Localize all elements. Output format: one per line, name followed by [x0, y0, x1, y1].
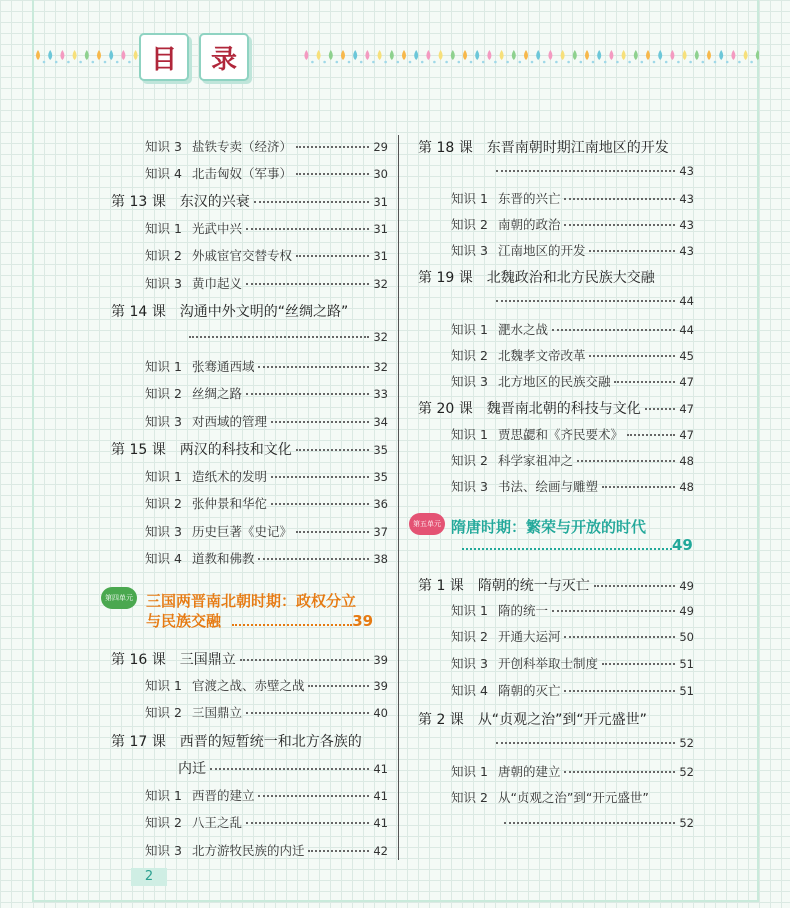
toc-title: 黄巾起义 — [191, 276, 242, 291]
toc-knowledge-row[interactable] — [451, 627, 694, 645]
page-number: 48 — [679, 454, 694, 468]
toc-knowledge-row[interactable] — [451, 241, 694, 259]
toc-label: 第 14 课 — [111, 304, 166, 320]
toc-label: 知识 3 — [451, 656, 488, 671]
unit-badge: 第四单元 — [101, 587, 137, 609]
toc-knowledge-row[interactable] — [145, 384, 388, 402]
leader-dots — [246, 228, 369, 230]
toc-knowledge-row[interactable] — [145, 246, 388, 264]
page-number: 35 — [373, 470, 388, 484]
toc-title: 沟通中外文明的“丝绸之路” — [179, 304, 349, 320]
leader-dots — [296, 255, 369, 257]
toc-label: 知识 1 — [451, 191, 488, 206]
title-text: 目 — [150, 44, 177, 75]
unit-title[interactable] — [451, 516, 646, 537]
page-number: 43 — [679, 192, 694, 206]
leader-dots — [496, 742, 675, 744]
toc-title: 北击匈奴（军事） — [191, 166, 292, 181]
leader-dots — [246, 393, 369, 395]
page-number: 42 — [373, 844, 388, 858]
toc-knowledge-row[interactable] — [451, 425, 694, 443]
page-number: 49 — [679, 579, 694, 593]
page-number: 41 — [373, 789, 388, 803]
toc-title: 北魏孝文帝改革 — [497, 348, 586, 363]
toc-knowledge-row[interactable] — [451, 601, 694, 619]
page-number: 31 — [373, 249, 388, 263]
toc-knowledge-row[interactable] — [145, 786, 388, 804]
leader-dots — [552, 610, 675, 612]
toc-label: 知识 3 — [145, 139, 182, 154]
leader-dots — [308, 850, 369, 852]
toc-label: 第 20 课 — [418, 401, 473, 417]
leader-dots — [271, 421, 369, 423]
leader-dots — [645, 408, 676, 410]
toc-title: 道教和佛教 — [191, 551, 255, 566]
toc-title: 三国鼎立 — [179, 652, 236, 668]
toc-label: 知识 1 — [451, 322, 488, 337]
page-number: 50 — [679, 630, 694, 644]
page-number: 47 — [679, 402, 694, 416]
leader-dots — [210, 768, 369, 770]
toc-lesson-row[interactable] — [111, 191, 388, 211]
toc-knowledge-row[interactable] — [145, 676, 388, 694]
toc-label: 知识 2 — [145, 386, 182, 401]
toc-label: 知识 4 — [145, 166, 182, 181]
leader-dots — [232, 624, 352, 626]
page-number: 45 — [679, 349, 694, 363]
page-number: 44 — [679, 323, 694, 337]
page-number: 31 — [373, 195, 388, 209]
toc-knowledge-row[interactable] — [451, 215, 694, 233]
toc-label: 知识 1 — [451, 603, 488, 618]
toc-label: 知识 3 — [451, 374, 488, 389]
toc-knowledge-row[interactable] — [451, 346, 694, 364]
page-number: 47 — [679, 375, 694, 389]
page-number: 34 — [373, 415, 388, 429]
toc-title: 东晋南朝时期江南地区的开发 — [486, 140, 669, 156]
toc-label: 知识 1 — [145, 221, 182, 236]
toc-title: 贾思勰和《齐民要术》 — [497, 427, 623, 442]
toc-title: 西晋的建立 — [191, 788, 255, 803]
toc-lesson-row[interactable] — [111, 301, 388, 321]
toc-knowledge-row[interactable] — [451, 788, 694, 806]
leader-dots — [564, 636, 675, 638]
toc-lesson-row[interactable] — [418, 575, 694, 595]
leader-dots — [246, 283, 369, 285]
page-number: 35 — [373, 443, 388, 457]
toc-label: 知识 4 — [451, 683, 488, 698]
leader-dots — [254, 201, 370, 203]
toc-label: 知识 2 — [145, 705, 182, 720]
toc-continuation-row[interactable] — [185, 330, 388, 344]
toc-label: 知识 3 — [451, 479, 488, 494]
unit-title[interactable] — [462, 536, 693, 554]
toc-knowledge-row[interactable] — [451, 451, 694, 469]
page-number: 51 — [679, 684, 694, 698]
leader-dots — [589, 355, 675, 357]
toc-lesson-row[interactable] — [111, 649, 388, 669]
toc-title: 开创科举取士制度 — [497, 656, 598, 671]
toc-title: 淝水之战 — [497, 322, 548, 337]
toc-knowledge-row[interactable] — [145, 813, 388, 831]
toc-title: 西晋的短暂统一和北方各族的 — [179, 734, 362, 750]
toc-knowledge-row[interactable] — [145, 164, 388, 182]
leader-dots — [258, 795, 369, 797]
unit-badge: 第五单元 — [409, 513, 445, 535]
column-divider — [398, 135, 399, 860]
toc-knowledge-row[interactable] — [145, 137, 388, 155]
toc-title: 历史巨著《史记》 — [191, 524, 292, 539]
toc-continuation-row[interactable] — [492, 294, 694, 308]
page-number: 33 — [373, 387, 388, 401]
toc-label: 知识 3 — [145, 524, 182, 539]
toc-knowledge-row[interactable] — [451, 762, 694, 780]
toc-title: 隋朝的统一与灭亡 — [477, 578, 590, 594]
toc-knowledge-row[interactable] — [145, 841, 388, 859]
toc-lesson-row[interactable] — [418, 709, 694, 729]
toc-title: 对西域的管理 — [191, 414, 267, 429]
toc-title: 从“贞观之治”到“开元盛世” — [477, 712, 647, 728]
toc-continuation-row[interactable] — [500, 816, 694, 830]
toc-label: 知识 3 — [145, 276, 182, 291]
title-char-1 — [139, 33, 189, 81]
leader-dots — [189, 336, 369, 338]
toc-title: 造纸术的发明 — [191, 469, 267, 484]
toc-label: 知识 2 — [451, 629, 488, 644]
toc-label: 知识 1 — [145, 469, 182, 484]
page-number: 32 — [373, 360, 388, 374]
toc-label: 知识 2 — [451, 790, 488, 805]
toc-title: 北方游牧民族的内迁 — [191, 843, 305, 858]
toc-label: 第 15 课 — [111, 442, 166, 458]
page-number: 49 — [672, 536, 693, 554]
leader-dots — [564, 224, 675, 226]
page-number: 38 — [373, 552, 388, 566]
unit-title-line1: 三国两晋南北朝时期：政权分立 — [146, 592, 357, 610]
toc-lesson-row[interactable] — [418, 267, 694, 287]
toc-knowledge-row[interactable] — [451, 477, 694, 495]
toc-title: 隋的统一 — [497, 603, 548, 618]
toc-title: 唐朝的建立 — [497, 764, 561, 779]
toc-lesson-row[interactable] — [111, 439, 388, 459]
toc-knowledge-row[interactable] — [451, 654, 694, 672]
page-number: 32 — [373, 330, 388, 344]
toc-title: 光武中兴 — [191, 221, 242, 236]
unit-title[interactable] — [146, 590, 356, 611]
leader-dots — [308, 685, 369, 687]
toc-continuation-row[interactable] — [492, 736, 694, 750]
leader-dots — [271, 476, 369, 478]
page-number: 52 — [679, 816, 694, 830]
toc-label: 知识 1 — [145, 788, 182, 803]
toc-title: 从“贞观之治”到“开元盛世” — [497, 790, 649, 805]
page-number: 36 — [373, 497, 388, 511]
toc-knowledge-row[interactable] — [145, 494, 388, 512]
leader-dots — [258, 366, 369, 368]
toc-title: 外戚宦官交替专权 — [191, 248, 292, 263]
toc-label: 第 18 课 — [418, 140, 473, 156]
toc-lesson-row[interactable] — [418, 398, 694, 418]
toc-title: 官渡之战、赤壁之战 — [191, 678, 305, 693]
leader-dots — [462, 548, 672, 550]
page-number: 30 — [373, 167, 388, 181]
toc-label: 知识 2 — [451, 217, 488, 232]
leader-dots — [496, 300, 675, 302]
leader-dots — [246, 822, 369, 824]
toc-label: 知识 1 — [145, 359, 182, 374]
toc-knowledge-row[interactable] — [145, 274, 388, 292]
leader-dots — [496, 170, 675, 172]
toc-knowledge-row[interactable] — [451, 681, 694, 699]
leader-dots — [552, 329, 675, 331]
toc-lesson-row[interactable] — [418, 137, 694, 157]
leader-dots — [296, 173, 369, 175]
leader-dots — [246, 712, 369, 714]
toc-label: 知识 1 — [451, 764, 488, 779]
toc-title: 两汉的科技和文化 — [179, 442, 292, 458]
toc-title: 东晋的兴亡 — [497, 191, 561, 206]
leader-dots — [564, 690, 675, 692]
page-number: 41 — [373, 762, 388, 776]
toc-title: 盐铁专卖（经济） — [191, 139, 292, 154]
leader-dots — [602, 486, 675, 488]
leader-dots — [564, 198, 675, 200]
page-number: 48 — [679, 480, 694, 494]
toc-label: 知识 2 — [451, 348, 488, 363]
toc-label: 知识 3 — [145, 414, 182, 429]
page-number: 43 — [679, 218, 694, 232]
toc-title: 丝绸之路 — [191, 386, 242, 401]
page-number: 29 — [373, 140, 388, 154]
page-number: 39 — [352, 612, 374, 630]
toc-title: 科学家祖冲之 — [497, 453, 573, 468]
toc-label: 知识 4 — [145, 551, 182, 566]
leader-dots — [296, 146, 369, 148]
toc-knowledge-row[interactable] — [145, 219, 388, 237]
page-number: 44 — [679, 294, 694, 308]
page-number: 51 — [679, 657, 694, 671]
toc-label: 第 2 课 — [418, 712, 464, 728]
page-number: 47 — [679, 428, 694, 442]
toc-label: 知识 2 — [145, 815, 182, 830]
toc-lesson-row[interactable] — [111, 731, 388, 751]
page-number: 49 — [679, 604, 694, 618]
toc-title: 北方地区的民族交融 — [497, 374, 611, 389]
leader-dots — [271, 503, 369, 505]
toc-title: 三国鼎立 — [191, 705, 242, 720]
page-number: 39 — [373, 679, 388, 693]
toc-knowledge-row[interactable] — [451, 372, 694, 390]
toc-label: 第 1 课 — [418, 578, 464, 594]
toc-title: 张仲景和华佗 — [191, 496, 267, 511]
toc-knowledge-row[interactable] — [145, 522, 388, 540]
toc-knowledge-row[interactable] — [145, 357, 388, 375]
toc-lesson-row[interactable] — [178, 758, 388, 778]
leader-dots — [594, 585, 676, 587]
page-number: 40 — [373, 706, 388, 720]
unit-title-line1: 隋唐时期：繁荣与开放的时代 — [451, 518, 647, 536]
toc-knowledge-row[interactable] — [145, 467, 388, 485]
footer-page-number: 2 — [131, 868, 167, 886]
toc-title: 北魏政治和北方民族大交融 — [486, 270, 655, 286]
toc-knowledge-row[interactable] — [451, 189, 694, 207]
unit-title[interactable] — [146, 610, 373, 631]
toc-label: 第 16 课 — [111, 652, 166, 668]
leader-dots — [589, 250, 675, 252]
toc-title: 隋朝的灭亡 — [497, 683, 561, 698]
title-char-2 — [199, 33, 249, 81]
page-number: 52 — [679, 736, 694, 750]
page-number: 32 — [373, 277, 388, 291]
toc-knowledge-row[interactable] — [145, 412, 388, 430]
title-text: 录 — [210, 44, 237, 75]
toc-label: 第 17 课 — [111, 734, 166, 750]
toc-title: 开通大运河 — [497, 629, 561, 644]
leader-dots — [258, 558, 369, 560]
toc-label: 第 13 课 — [111, 194, 166, 210]
page-number: 52 — [679, 765, 694, 779]
page-number: 43 — [679, 164, 694, 178]
toc-knowledge-row[interactable] — [451, 320, 694, 338]
leader-dots — [240, 659, 370, 661]
unit-title-line2: 与民族交融 — [146, 612, 222, 630]
toc-label: 知识 1 — [451, 427, 488, 442]
page-number: 39 — [373, 653, 388, 667]
page-number: 41 — [373, 816, 388, 830]
page-number: 43 — [679, 244, 694, 258]
leader-dots — [627, 434, 675, 436]
toc-label: 第 19 课 — [418, 270, 473, 286]
toc-title: 南朝的政治 — [497, 217, 561, 232]
toc-title: 书法、绘画与雕塑 — [497, 479, 598, 494]
leader-dots — [564, 771, 675, 773]
toc-title: 张骞通西域 — [191, 359, 255, 374]
toc-label: 知识 3 — [451, 243, 488, 258]
toc-title: 江南地区的开发 — [497, 243, 586, 258]
toc-label: 知识 2 — [145, 248, 182, 263]
toc-continuation-row[interactable] — [492, 164, 694, 178]
toc-title: 东汉的兴衰 — [179, 194, 250, 210]
toc-label: 知识 2 — [451, 453, 488, 468]
leader-dots — [296, 449, 370, 451]
toc-title: 魏晋南北朝的科技与文化 — [486, 401, 641, 417]
toc-label: 知识 2 — [145, 496, 182, 511]
page-number: 31 — [373, 222, 388, 236]
toc-label: 知识 1 — [145, 678, 182, 693]
leader-dots — [614, 381, 675, 383]
leader-dots — [577, 460, 675, 462]
toc-knowledge-row[interactable] — [145, 703, 388, 721]
toc-title: 八王之乱 — [191, 815, 242, 830]
toc-title: 内迁 — [178, 761, 206, 777]
page-number: 37 — [373, 525, 388, 539]
toc-knowledge-row[interactable] — [145, 549, 388, 567]
leader-dots — [504, 822, 675, 824]
leader-dots — [296, 531, 369, 533]
leader-dots — [602, 663, 675, 665]
toc-label: 知识 3 — [145, 843, 182, 858]
